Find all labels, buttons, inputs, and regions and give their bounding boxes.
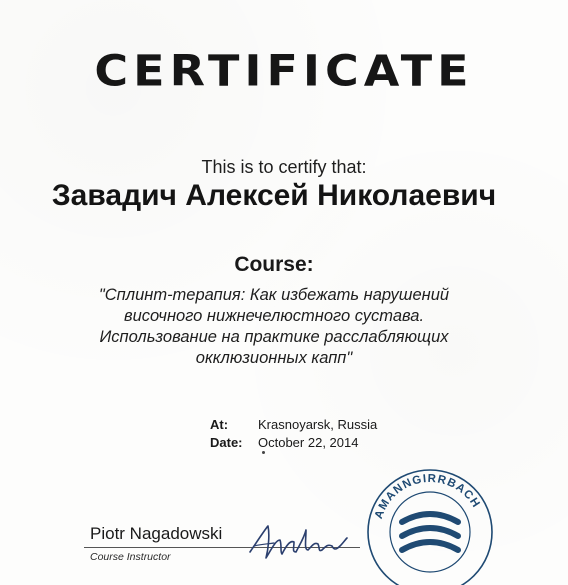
location-value: Krasnoyarsk, Russia <box>258 417 378 432</box>
company-seal <box>360 462 500 585</box>
handwritten-signature <box>244 510 352 568</box>
course-label: Course: <box>234 253 314 276</box>
certify-line: This is to certify that: <box>201 157 367 177</box>
date-value: October 22, 2014 <box>258 435 359 450</box>
course-line: "Сплинт-терапия: Как избежать нарушений <box>98 286 450 304</box>
course-description <box>84 285 464 369</box>
signer-name: Piotr Nagadowski <box>90 524 223 543</box>
recipient-name: Завадич Алексей Николаевич <box>51 179 497 212</box>
at-label: At: <box>210 417 229 432</box>
seal-text: AMANNGIRRBACH <box>372 472 483 521</box>
certificate-title: CERTIFICATE <box>94 46 474 96</box>
date-label: Date: <box>210 435 243 450</box>
course-line: Использование на практике расслабляющих <box>99 328 449 346</box>
signer-role: Course Instructor <box>90 551 171 563</box>
ink-dot <box>262 451 265 454</box>
course-line: окклюзионных капп" <box>195 349 353 367</box>
date-row <box>200 434 377 452</box>
seal-logo-icon <box>402 514 458 550</box>
location-row <box>200 416 377 434</box>
event-details <box>200 416 377 452</box>
course-line: височного нижнечелюстного сустава. <box>123 307 425 325</box>
